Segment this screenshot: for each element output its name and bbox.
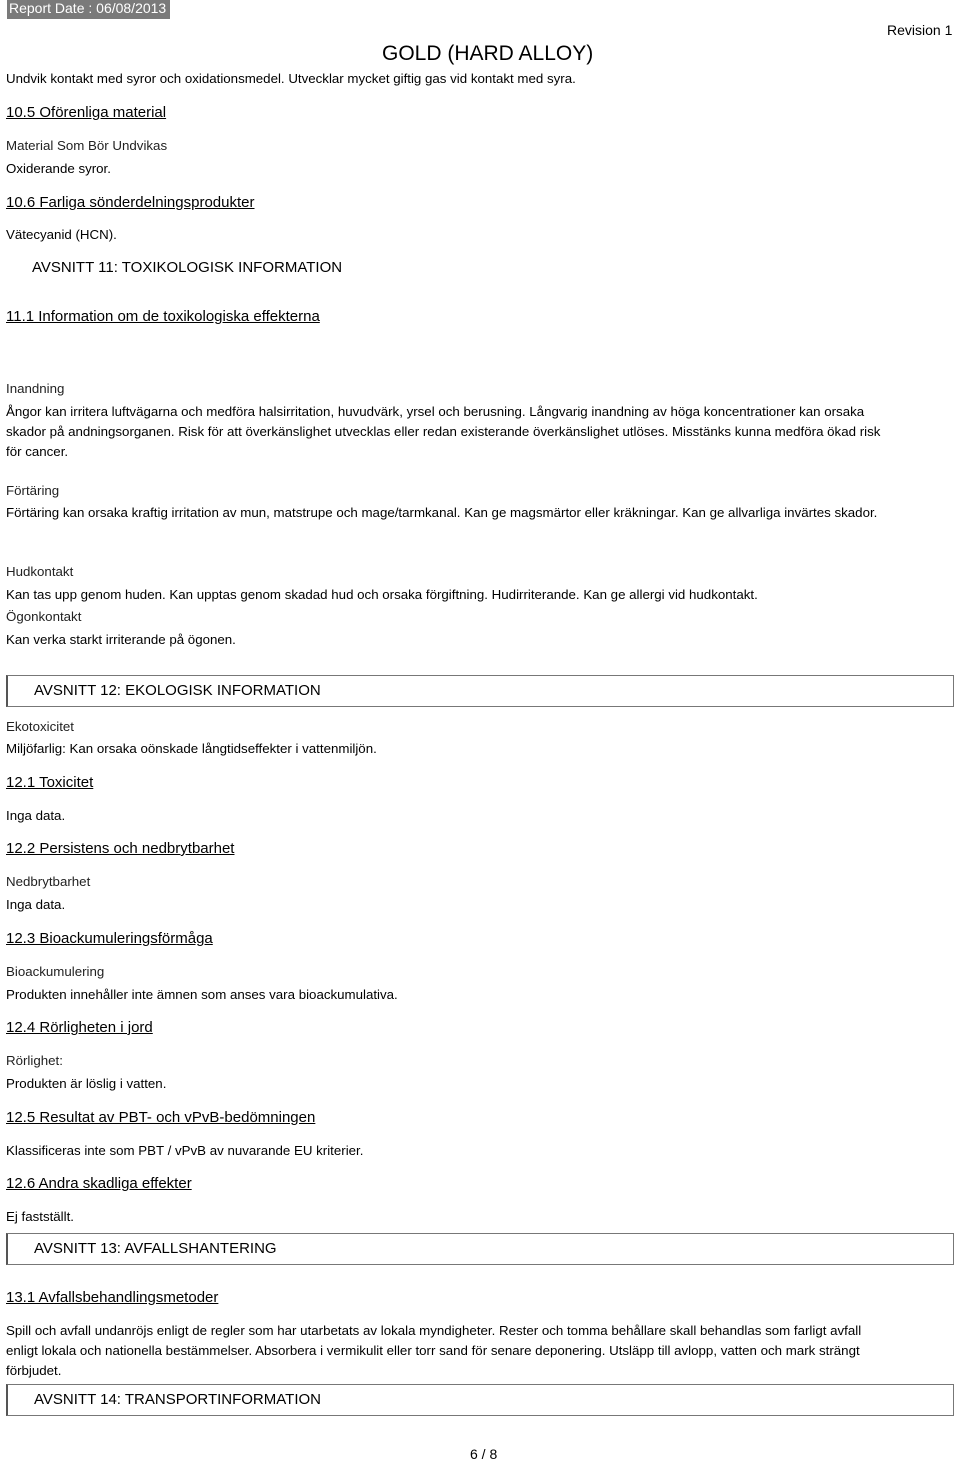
report-date: Report Date : 06/08/2013 bbox=[7, 0, 170, 19]
heading-12-6: 12.6 Andra skadliga effekter bbox=[6, 1175, 192, 1192]
ingestion-text: Förtäring kan orsaka kraftig irritation av mun, matstrupe och mage/tarmkanal. Kan ge magsmärtor eller kräkningar. Kan ge allvarliga invärtes skador. bbox=[6, 505, 878, 520]
waste-treatment-text: Spill och avfall undanröjs enligt de regler som har utarbetats av lokala myndigheter. Rester och tomma behållare skall behandlas som farligt avfall enligt lokala och nationella bestämmelser. Absorbera i vermikulit eller torr sand för senare deponering. Utsläpp till avlopp, vatten och mark strängt förbjudet. bbox=[6, 1323, 862, 1378]
bioaccumulation-text: Produkten innehåller inte ämnen som anses vara bioackumulativa. bbox=[6, 987, 398, 1002]
heading-11-1: 11.1 Information om de toxikologiska effekterna bbox=[6, 308, 320, 325]
heading-12-1: 12.1 Toxicitet bbox=[6, 774, 94, 791]
heading-10-5: 10.5 Oförenliga material bbox=[6, 104, 167, 121]
section10-intro: Undvik kontakt med syror och oxidationsmedel. Utvecklar mycket giftig gas vid kontakt med syra. bbox=[6, 71, 576, 86]
section14-title: AVSNITT 14: TRANSPORTINFORMATION bbox=[34, 1391, 321, 1408]
toxicity-text: Inga data. bbox=[6, 808, 66, 823]
section12-header bbox=[6, 675, 954, 707]
heading-12-5: 12.5 Resultat av PBT- och vPvB-bedömningen bbox=[6, 1109, 316, 1126]
eye-contact-text: Kan verka starkt irriterande på ögonen. bbox=[6, 632, 236, 647]
materials-avoid-value: Oxiderande syror. bbox=[6, 161, 111, 176]
mobility-label: Rörlighet: bbox=[6, 1053, 63, 1068]
eye-contact-label: Ögonkontakt bbox=[6, 609, 82, 624]
heading-12-3: 12.3 Bioackumuleringsförmåga bbox=[6, 930, 213, 947]
page-number: 6 / 8 bbox=[470, 1446, 498, 1462]
section13-title: AVSNITT 13: AVFALLSHANTERING bbox=[34, 1240, 277, 1257]
decomposition-products: Vätecyanid (HCN). bbox=[6, 227, 117, 242]
skin-contact-label: Hudkontakt bbox=[6, 564, 74, 579]
bioaccumulation-label: Bioackumulering bbox=[6, 964, 105, 979]
section14-header bbox=[6, 1384, 954, 1416]
ecotoxicity-label: Ekotoxicitet bbox=[6, 719, 74, 734]
heading-12-4: 12.4 Rörligheten i jord bbox=[6, 1019, 153, 1036]
other-effects-text: Ej fastställt. bbox=[6, 1209, 74, 1224]
section13-header bbox=[6, 1233, 954, 1265]
pbt-text: Klassificeras inte som PBT / vPvB av nuvarande EU kriterier. bbox=[6, 1143, 364, 1158]
degradability-label: Nedbrytbarhet bbox=[6, 874, 91, 889]
materials-avoid-label: Material Som Bör Undvikas bbox=[6, 138, 168, 153]
inhalation-label: Inandning bbox=[6, 381, 65, 396]
section11-title: AVSNITT 11: TOXIKOLOGISK INFORMATION bbox=[32, 259, 343, 276]
ingestion-label: Förtäring bbox=[6, 483, 60, 498]
degradability-text: Inga data. bbox=[6, 897, 66, 912]
ecotoxicity-text: Miljöfarlig: Kan orsaka oönskade långtidseffekter i vattenmiljön. bbox=[6, 741, 377, 756]
inhalation-text: Ångor kan irritera luftvägarna och medföra halsirritation, huvudvärk, yrsel och berusning. Långvarig inandning av höga koncentrationer kan orsaka skador på andningsorganen. Risk för att överkänslighet utvecklas eller redan existerande överkänslighet utlöses. Misstänks kunna medföra ökad risk för cancer. bbox=[6, 404, 881, 459]
heading-10-6: 10.6 Farliga sönderdelningsprodukter bbox=[6, 194, 255, 211]
revision-label: Revision 1 bbox=[887, 22, 953, 38]
mobility-text: Produkten är löslig i vatten. bbox=[6, 1076, 167, 1091]
skin-contact-text: Kan tas upp genom huden. Kan upptas genom skadad hud och orsaka förgiftning. Hudirriterande. Kan ge allergi vid hudkontakt. bbox=[6, 587, 758, 602]
section12-title: AVSNITT 12: EKOLOGISK INFORMATION bbox=[34, 682, 321, 699]
heading-13-1: 13.1 Avfallsbehandlingsmetoder bbox=[6, 1289, 219, 1306]
heading-12-2: 12.2 Persistens och nedbrytbarhet bbox=[6, 840, 235, 857]
product-title: GOLD (HARD ALLOY) bbox=[382, 42, 594, 65]
